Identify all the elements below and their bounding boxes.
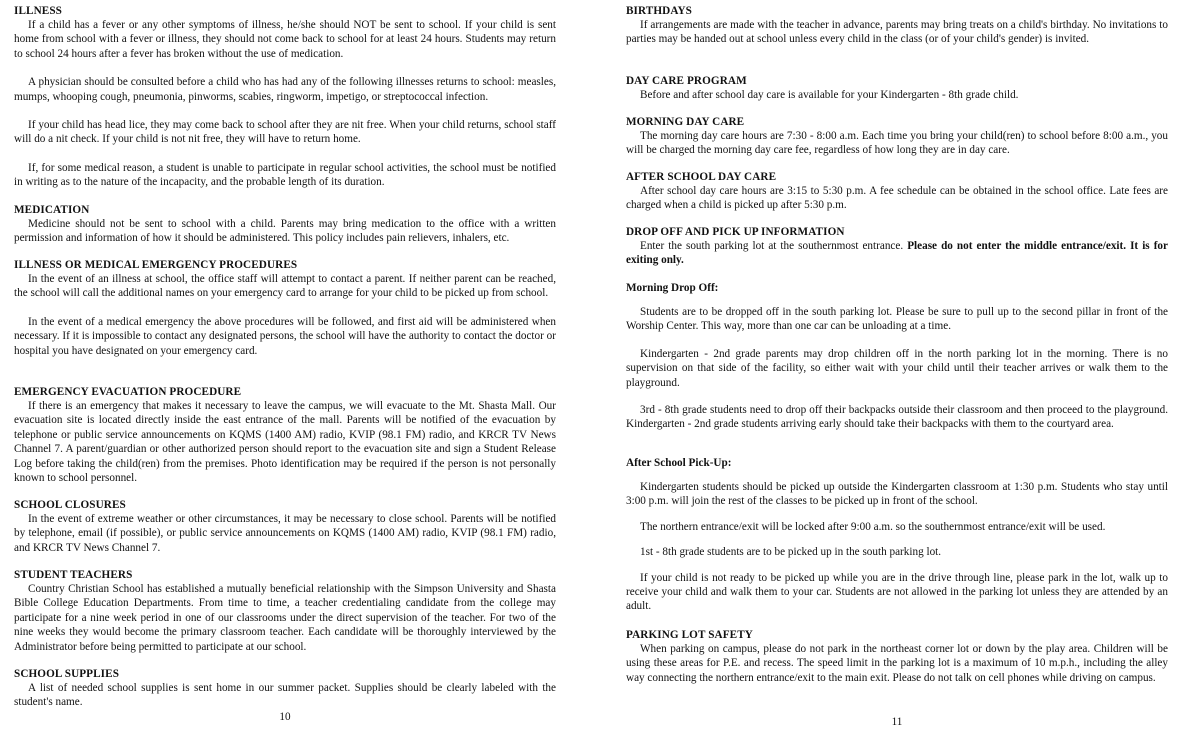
section-school-closures [14, 498, 556, 555]
paragraph [626, 239, 1168, 268]
subsection-heading: After School Pick-Up: [626, 457, 732, 469]
section-heading: DAY CARE PROGRAM [626, 75, 747, 87]
section-heading: AFTER SCHOOL DAY CARE [626, 171, 777, 183]
paragraph: Kindergarten - 2nd grade parents may drop children off in the north parking lot in the morning. There is no supervision on that side of the facility, so either wait with your child until their teacher arrives or walk them to the playground. [626, 347, 1168, 389]
paragraph: If your child is not ready to be picked up while you are in the drive through line, please park in the lot, walk up to receive your child and walk them to your car. Students are not allowed in the parking lot unless they are attended by an adult. [626, 571, 1168, 613]
paragraph: If there is an emergency that makes it necessary to leave the campus, we will evacuate to the Mt. Shasta Mall. Our evacuation site is located directly inside the east entrance of the mall. Parents will be notified of the evacuation by telephone or public service announcements on KQMS (1400 AM) radio, KVIP (98.1 FM) radio, and KRCR TV News Channel 7. A parent/guardian or other authorized person should report to the evacuation site and sign a Student Release Log before taking the child(ren) from the premises. Photo identification may be required if the person is not personally known to school personnel. [14, 400, 556, 485]
page-number: 11 [891, 716, 903, 728]
paragraph: The morning day care hours are 7:30 - 8:00 a.m. Each time you bring your child(ren) to school before 8:00 a.m., you will be charged the morning day care fee, regardless of how long they are in day care. [626, 130, 1168, 157]
paragraph-emphasis: Please do not enter the middle entrance/exit. It is for exiting only. [626, 240, 1168, 267]
subsection-heading: Morning Drop Off: [626, 282, 719, 294]
paragraph: A physician should be consulted before a child who has had any of the following illnesses returns to school: measles, mumps, whooping cough, pneumonia, pinworms, scabies, ringworm, impetigo, or streptococcal infection. [14, 76, 556, 103]
section-school-supplies [14, 667, 556, 710]
section-heading: EMERGENCY EVACUATION PROCEDURE [14, 386, 242, 398]
page-number: 10 [279, 711, 291, 723]
paragraph: Country Christian School has established a mutually beneficial relationship with the Simpson University and Shasta Bible College Education Departments. From time to time, a teacher credentialing candidate from the college may participate for a nine week period in one of our classrooms under the direct supervision of the teacher. For two of the nine weeks they would become the primary classroom teacher. Each candidate will be thoroughly interviewed by the Administrator before being permitted to participate at our school. [14, 583, 556, 653]
section-heading: STUDENT TEACHERS [14, 569, 133, 581]
paragraph: Kindergarten students should be picked up outside the Kindergarten classroom at 1:30 p.m. Students who stay until 3:00 p.m. will join the rest of the classes to be picked up in front of the school. [626, 481, 1168, 508]
section-medical-emergency [14, 258, 556, 358]
right-page [626, 0, 1168, 732]
paragraph: In the event of an illness at school, the office staff will attempt to contact a parent. If neither parent can be reached, the school will call the additional names on your emergency card to arrange for your child to be picked up from school. [14, 273, 556, 300]
paragraph: If a child has a fever or any other symptoms of illness, he/she should NOT be sent to school. If your child is sent home from school with a fever or illness, they should not come back to school for at least 24 hours. Students may return to school 24 hours after a fever has broken without the use of medication. [14, 19, 556, 60]
section-heading: BIRTHDAYS [626, 5, 692, 17]
section-morning-drop-off [626, 281, 1168, 432]
paragraph: In the event of a medical emergency the above procedures will be followed, and first aid will be administered when necessary. If it is impossible to contact any designated persons, the school will have the authority to contact the doctor or hospital you have designated on your emergency card. [14, 315, 556, 357]
paragraph: A list of needed school supplies is sent home in our summer packet. Supplies should be clearly labeled with the student's name. [14, 682, 556, 709]
section-heading: DROP OFF AND PICK UP INFORMATION [626, 226, 845, 238]
paragraph-text: Enter the south parking lot at the southernmost entrance. [640, 240, 908, 252]
section-drop-off-pick-up [626, 225, 1168, 268]
section-parking-lot-safety [626, 628, 1168, 685]
paragraph: If, for some medical reason, a student is unable to participate in regular school activities, the school must be notified in writing as to the nature of the incapacity, and the probable length of its duration. [14, 161, 556, 189]
section-medication [14, 203, 556, 246]
section-heading: PARKING LOT SAFETY [626, 629, 753, 641]
paragraph: 1st - 8th grade students are to be picked up in the south parking lot. [640, 546, 942, 559]
section-morning-day-care [626, 115, 1168, 158]
paragraph: The northern entrance/exit will be locked after 9:00 a.m. so the southernmost entrance/exit will be used. [640, 520, 1106, 533]
section-student-teachers [14, 568, 556, 654]
paragraph: In the event of extreme weather or other circumstances, it may be necessary to close school. Parents will be notified by telephone, email (if possible), or public service announcements on KQMS (1400 AM) radio, KVIP (98.1 FM) radio, and KRCR TV News Channel 7. [14, 513, 556, 554]
section-heading: ILLNESS OR MEDICAL EMERGENCY PROCEDURES [14, 259, 298, 271]
section-heading: SCHOOL CLOSURES [14, 499, 126, 511]
section-evacuation [14, 385, 556, 485]
section-heading: SCHOOL SUPPLIES [14, 668, 120, 680]
paragraph: Before and after school day care is available for your Kindergarten - 8th grade child. [640, 89, 1019, 101]
section-day-care-program [626, 74, 1168, 102]
left-page [14, 0, 556, 732]
paragraph: After school day care hours are 3:15 to 5:30 p.m. A fee schedule can be obtained in the school office. Late fees are charged when a child is picked up after 5:30 p.m. [626, 185, 1168, 212]
section-heading: MEDICATION [14, 204, 90, 216]
section-heading: ILLNESS [14, 5, 62, 17]
paragraph: Students are to be dropped off in the south parking lot. Please be sure to pull up to the second pillar in front of the Worship Center. This way, more than one car can be unloading at a time. [626, 306, 1168, 333]
paragraph: When parking on campus, please do not park in the northeast corner lot or down by the play area. Children will be using these areas for P.E. and recess. The speed limit in the parking lot is a maximum of 10 m.p.h., including the alley way connecting the northern entrance/exit to the main exit. Please do not talk on cell phones while driving on campus. [626, 643, 1168, 684]
paragraph: Medicine should not be sent to school with a child. Parents may bring medication to the office with a written permission and information of how it should be administered. This policy includes pain relievers, inhalers, etc. [14, 218, 556, 245]
paragraph: 3rd - 8th grade students need to drop off their backpacks outside their classroom and then proceed to the playground. Kindergarten - 2nd grade students arriving early should take their backpacks with them to the courtyard area. [626, 404, 1168, 431]
section-birthdays [626, 4, 1168, 47]
section-heading: MORNING DAY CARE [626, 116, 745, 128]
section-after-school-pickup [626, 456, 1168, 614]
section-illness [14, 4, 556, 190]
paragraph: If your child has head lice, they may come back to school after they are nit free. When your child returns, school staff will do a nit check. If your child is not nit free, they will have to return home. [14, 119, 556, 146]
section-after-school-day-care [626, 170, 1168, 213]
paragraph: If arrangements are made with the teacher in advance, parents may bring treats on a child's birthday. No invitations to parties may be handed out at school unless every child in the class (or of your child's gender) is invited. [626, 19, 1168, 46]
